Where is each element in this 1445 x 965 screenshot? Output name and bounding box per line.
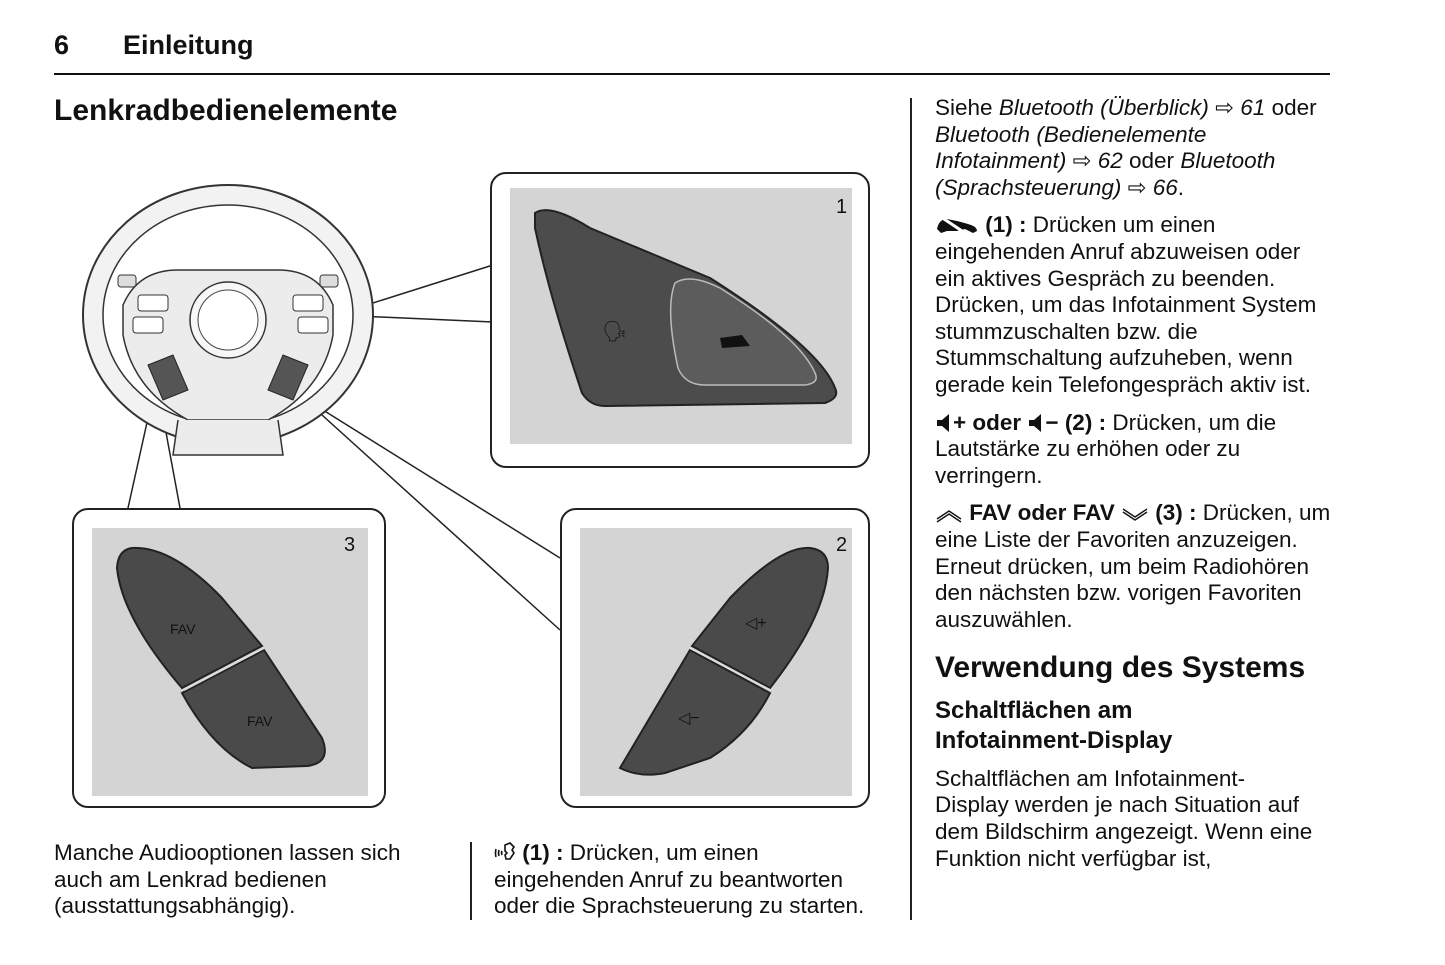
- speaker-icon: [1027, 413, 1045, 433]
- arrow-right-icon: ⇨: [1215, 95, 1235, 120]
- header-rule: [54, 73, 1330, 75]
- callout-2: 2: [836, 534, 848, 556]
- column-divider-2: [910, 98, 912, 920]
- column-divider-1: [470, 842, 472, 920]
- bluetooth-references: Siehe Bluetooth (Überblick) ⇨ 61 oder Bluetooth (Bedienelemente Infotainment) ⇨ 62 oder Bluetooth (Sprachsteuerung) ⇨ 66.: [935, 95, 1317, 200]
- intro-paragraph: Manche Audiooptionen lassen sich auch am Lenkrad bedienen (ausstattungsabhängig).: [54, 840, 401, 919]
- steering-wheel-drawing: [78, 175, 378, 465]
- speaker-icon: [935, 413, 953, 433]
- heading-display-buttons: Schaltflächen am Infotainment-Display: [935, 696, 1173, 754]
- callout-3: 3: [344, 534, 356, 556]
- panel-2-buttons: [580, 528, 852, 796]
- detail-panel-3: [72, 508, 386, 808]
- fav-down-label: FAV: [247, 713, 273, 729]
- svg-text:🗣: 🗣: [602, 319, 628, 343]
- display-buttons-paragraph: Schaltflächen am Infotainment-Display werden je nach Situation auf dem Bildschirm angezeigt. Wenn eine Funktion nicht verfügbar ist,: [935, 765, 1313, 871]
- arrow-right-icon: ⇨: [1127, 174, 1147, 200]
- heading-system-use: Verwendung des Systems: [935, 651, 1306, 685]
- svg-text:◁−: ◁−: [678, 710, 700, 727]
- panel-1-buttons: [510, 188, 852, 444]
- detail-panel-2: [560, 508, 870, 808]
- end-call-description: (1) : Drücken um einen eingehenden Anruf abzuweisen oder ein aktives Gespräch zu beenden. Drücken, um das Infotainment System stummzuschalten bzw. die Stummschaltung aufzuheben, wenn gerade kein Telefongespräch aktiv ist.: [935, 212, 1317, 397]
- chevron-down-icon: [1121, 507, 1149, 523]
- fav-up-label: FAV: [170, 621, 196, 637]
- section-title: Lenkradbedienelemente: [54, 94, 398, 127]
- voice-command-icon: [494, 841, 516, 863]
- ref-bluetooth-overview[interactable]: Bluetooth (Überblick): [998, 95, 1209, 120]
- svg-text:◁+: ◁+: [745, 615, 767, 632]
- page-number: 6: [54, 30, 70, 60]
- detail-panel-1: [490, 172, 870, 468]
- voice-button-description: (1) : Drücken, um einen eingehenden Anruf zu beantworten oder die Sprachsteuerung zu starten.: [494, 840, 865, 919]
- fav-description: FAV oder FAV (3) : Drücken, um eine Liste der Favoriten anzuzeigen. Erneut drücken, um beim Radiohören den nächsten bzw. vorigen Favoriten auszuwählen.: [935, 500, 1331, 632]
- steering-wheel-figure: [60, 160, 880, 820]
- volume-description: + oder − (2) : Drücken, um die Lautstärke zu erhöhen oder zu verringern.: [935, 409, 1277, 488]
- ref-bluetooth-voice[interactable]: Bluetooth (Sprachsteuerung): [935, 148, 1276, 200]
- right-column: [935, 95, 1335, 872]
- callout-1: 1: [836, 196, 848, 218]
- chapter-title: Einleitung: [123, 30, 254, 60]
- ref-bluetooth-controls[interactable]: Bluetooth (Bedienelemente Infotainment): [935, 121, 1207, 174]
- end-call-icon: [935, 215, 979, 235]
- arrow-right-icon: ⇨: [1072, 148, 1092, 174]
- panel-3-buttons: [92, 528, 368, 796]
- chevron-up-icon: [935, 507, 963, 523]
